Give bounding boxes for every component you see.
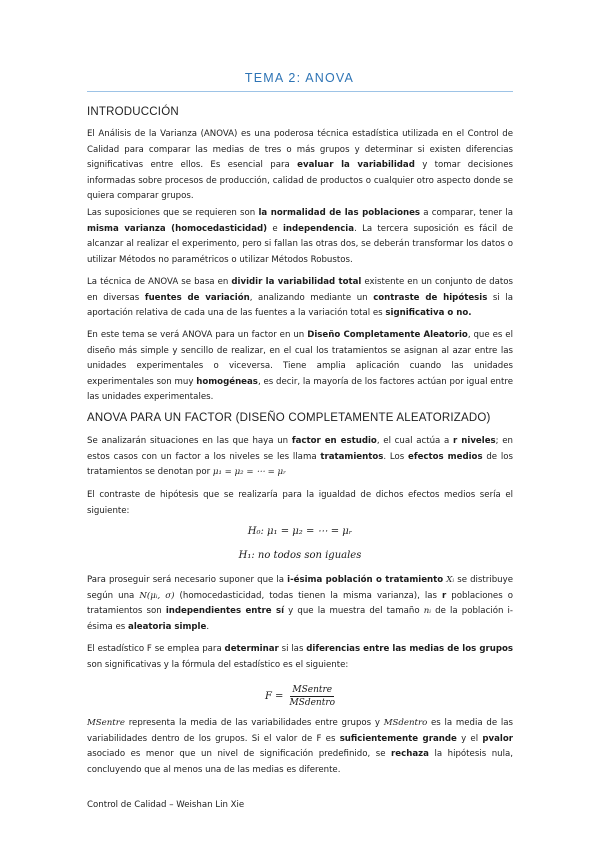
bold-text: i-ésima población o tratamiento — [287, 575, 444, 585]
text: y tomar decisiones informadas sobre procesos de producción, calidad de productos o cualquier otro aspecto donde se quiera comparar grupos. — [87, 160, 513, 202]
bold-text: homogéneas — [196, 376, 258, 387]
math-inline: nᵢ — [423, 606, 431, 617]
paragraph-diseno — [87, 328, 513, 406]
text: , analizando mediante un — [249, 292, 374, 303]
math-inline: μ₁ = μ₂ = ⋯ = μᵣ — [212, 467, 287, 478]
bold-text: r — [442, 590, 447, 601]
text: La técnica de ANOVA se basa en — [87, 277, 232, 287]
equation-h1: H₁: no todos son iguales — [238, 550, 362, 561]
bold-text: Diseño Completamente Aleatorio — [307, 330, 468, 340]
paragraph-estadistico — [87, 642, 513, 673]
text: . Los — [383, 451, 409, 462]
paragraph-contraste — [87, 488, 513, 519]
paragraph-interpretacion — [87, 716, 513, 778]
paragraph-suposiciones — [87, 206, 513, 268]
bold-text: pvalor — [482, 733, 513, 744]
text: e — [267, 223, 283, 234]
paragraph-intro — [87, 127, 513, 205]
text: , es decir, la mayoría de los factores actúan por igual entre las unidades experimentales. — [87, 376, 513, 403]
equation-h0: H₀: μ₁ = μ₂ = ⋯ = μᵣ — [247, 526, 353, 537]
bold-text: evaluar la variabilidad — [297, 160, 415, 171]
text: . — [206, 621, 210, 632]
math-inline: MSentre — [87, 718, 125, 728]
bold-text: efectos medios — [408, 451, 483, 462]
text: En este tema se verá ANOVA para un factor en un — [87, 330, 308, 340]
bold-text: significativa o no. — [385, 308, 472, 319]
paragraph-factor — [87, 434, 513, 481]
text: (homocedasticidad, todas tienen la misma varianza), las — [174, 590, 443, 601]
bold-text: r niveles — [453, 436, 496, 446]
text: representa la media de las variabilidades entre grupos y — [124, 718, 384, 728]
text: es la media de las variabilidades dentro de los grupos. Si el valor de F es — [87, 718, 513, 744]
bold-text: fuentes de variación — [144, 292, 250, 303]
text: y que la muestra del tamaño — [284, 606, 424, 617]
bold-text: independencia — [282, 223, 355, 234]
bold-text: rechaza — [391, 749, 429, 760]
page-footer: Control de Calidad – Weishan Lin Xie — [87, 800, 245, 810]
bold-text: independientes entre sí — [165, 606, 285, 617]
text: Se analizarán situaciones en las que haya un — [87, 436, 292, 446]
bold-text: tratamientos — [320, 451, 384, 462]
bold-text: dividir la variabilidad total — [231, 277, 362, 287]
text: de los tratamientos se denotan por — [87, 451, 513, 478]
equation-f-statistic — [87, 680, 513, 712]
text: Las suposiciones que se requieren son — [87, 208, 259, 218]
text: a comparar, tener la — [420, 208, 513, 218]
text: El contraste de hipótesis que se realizaría para la igualdad de dichos efectos medios sería el siguiente: — [87, 490, 513, 516]
text: de la población i-ésima es — [87, 606, 514, 632]
math-inline: MSdentro — [383, 718, 428, 728]
math-inline: Xᵢ — [443, 575, 455, 585]
bold-text: diferencias entre las medias de los grupos — [306, 644, 514, 654]
bold-text: la normalidad de las poblaciones — [258, 208, 421, 218]
fraction — [289, 685, 335, 708]
text: la hipótesis nula, concluyendo que al menos una de las medias es diferente. — [87, 749, 513, 775]
bold-text: aleatoria simple — [128, 621, 207, 632]
text: son significativas y la fórmula del estadístico es el siguiente: — [87, 659, 349, 670]
paragraph-suposicion-normal — [87, 573, 513, 635]
document-title: TEMA 2: ANOVA — [244, 71, 355, 85]
text: El Análisis de la Varianza (ANOVA) es una poderosa técnica estadística utilizada en el Control de Calidad para comparar las medias de tres o más grupos y determinar si existen diferencias significativas entre ellos. Es esencial para — [87, 129, 513, 171]
text: si las — [278, 644, 307, 654]
text: se distribuye según una — [87, 575, 513, 601]
paragraph-tecnica — [87, 275, 513, 322]
fraction-denominator: MSdentro — [289, 697, 336, 708]
text: Para proseguir será necesario suponer que la — [87, 575, 288, 585]
text: poblaciones o tratamientos son — [87, 590, 513, 617]
math-inline: N(μᵢ, σ) — [139, 590, 175, 601]
text: . La tercera suposición es fácil de alcanzar al realizar el experimento, pero si fallan las otras dos, se deberán transformar los datos o utilizar Métodos no paramétricos o utilizar Métodos Robustos. — [87, 223, 513, 265]
text: , el cual actúa a — [376, 436, 454, 446]
text: asociado es menor que un nivel de significación predefinido, se — [87, 749, 392, 760]
title-divider — [87, 91, 513, 92]
bold-text: misma varianza (homocedasticidad) — [87, 223, 268, 234]
text: existente en un conjunto de datos en diversas — [87, 277, 514, 303]
bold-text: determinar — [224, 644, 279, 654]
f-lhs: F = — [264, 690, 284, 702]
bold-text: suficientemente grande — [339, 733, 457, 744]
bold-text: factor en estudio — [291, 436, 377, 446]
text: y el — [456, 733, 483, 744]
text: El estadístico F se emplea para — [87, 644, 225, 654]
section-heading-anova-un-factor: ANOVA PARA UN FACTOR (DISEÑO COMPLETAMENTE ALEATORIZADO) — [87, 412, 491, 424]
fraction-numerator: MSentre — [292, 684, 333, 695]
text: si la aportación relativa de cada una de las fuentes a la variación total es — [87, 292, 513, 319]
text: ; en estos casos con un factor a los niveles se les llama — [87, 436, 513, 462]
section-heading-introduccion: INTRODUCCIÓN — [87, 106, 179, 118]
bold-text: contraste de hipótesis — [373, 292, 488, 303]
text: , que es el diseño más simple y sencillo de realizar, en el cual los tratamientos se asignan al azar entre las unidades experimentales o viceversa. Tiene amplia aplicación cuando las unidades experimentales son muy — [87, 330, 513, 387]
